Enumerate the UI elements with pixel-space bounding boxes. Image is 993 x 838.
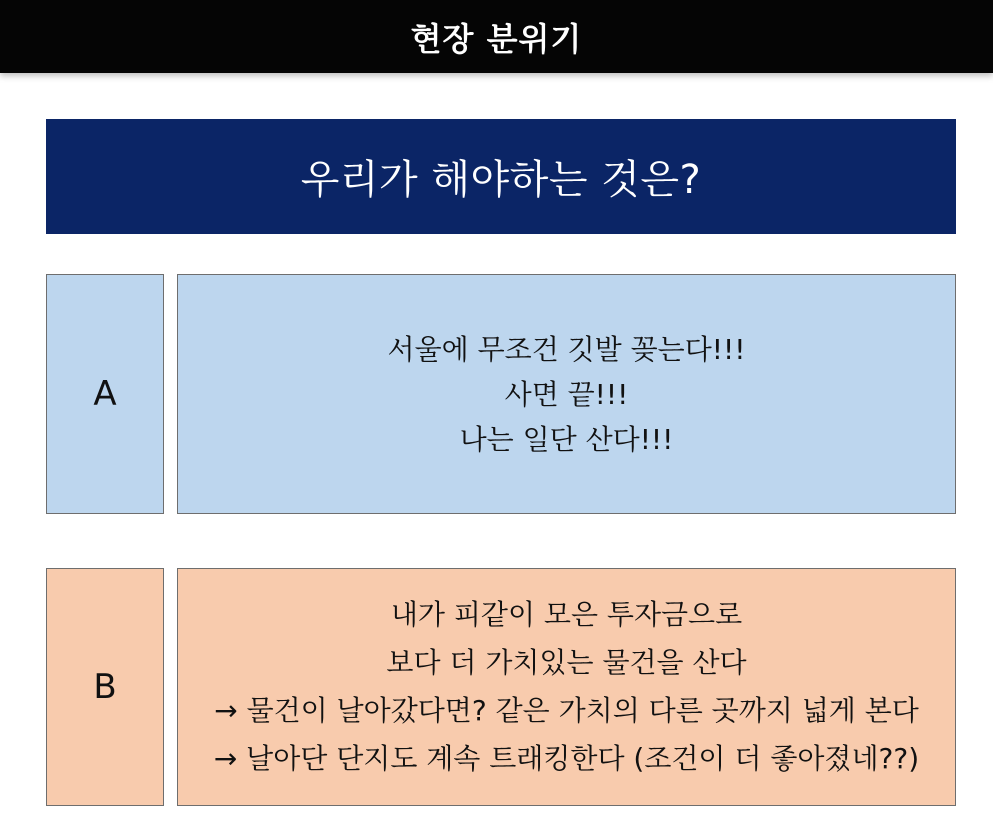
- option-b-line: → 날아단 단지도 계속 트래킹한다 (조건이 더 좋아졌네??): [213, 742, 920, 775]
- option-a-label: A: [93, 374, 117, 414]
- option-b-line: 보다 더 가치있는 물건을 산다: [386, 646, 747, 679]
- header-title: 현장 분위기: [410, 19, 583, 58]
- option-b-label: B: [93, 667, 117, 707]
- option-a-line: 사면 끝!!!: [504, 377, 629, 411]
- option-a-label-box: [46, 274, 164, 514]
- question-text: 우리가 해야하는 것은?: [300, 157, 702, 203]
- option-a-content-box: [177, 274, 956, 514]
- question-banner: [46, 119, 956, 234]
- option-a-line: 서울에 무조건 깃발 꽂는다!!!: [387, 332, 746, 366]
- option-b-content-box: [177, 568, 956, 806]
- header-bar: [0, 0, 993, 73]
- option-b-line: 내가 피같이 모은 투자금으로: [390, 598, 743, 631]
- option-a-line: 나는 일단 산다!!!: [459, 422, 674, 456]
- option-b-label-box: [46, 568, 164, 806]
- option-b-line: → 물건이 날아갔다면? 같은 가치의 다른 곳까지 넓게 본다: [214, 694, 919, 727]
